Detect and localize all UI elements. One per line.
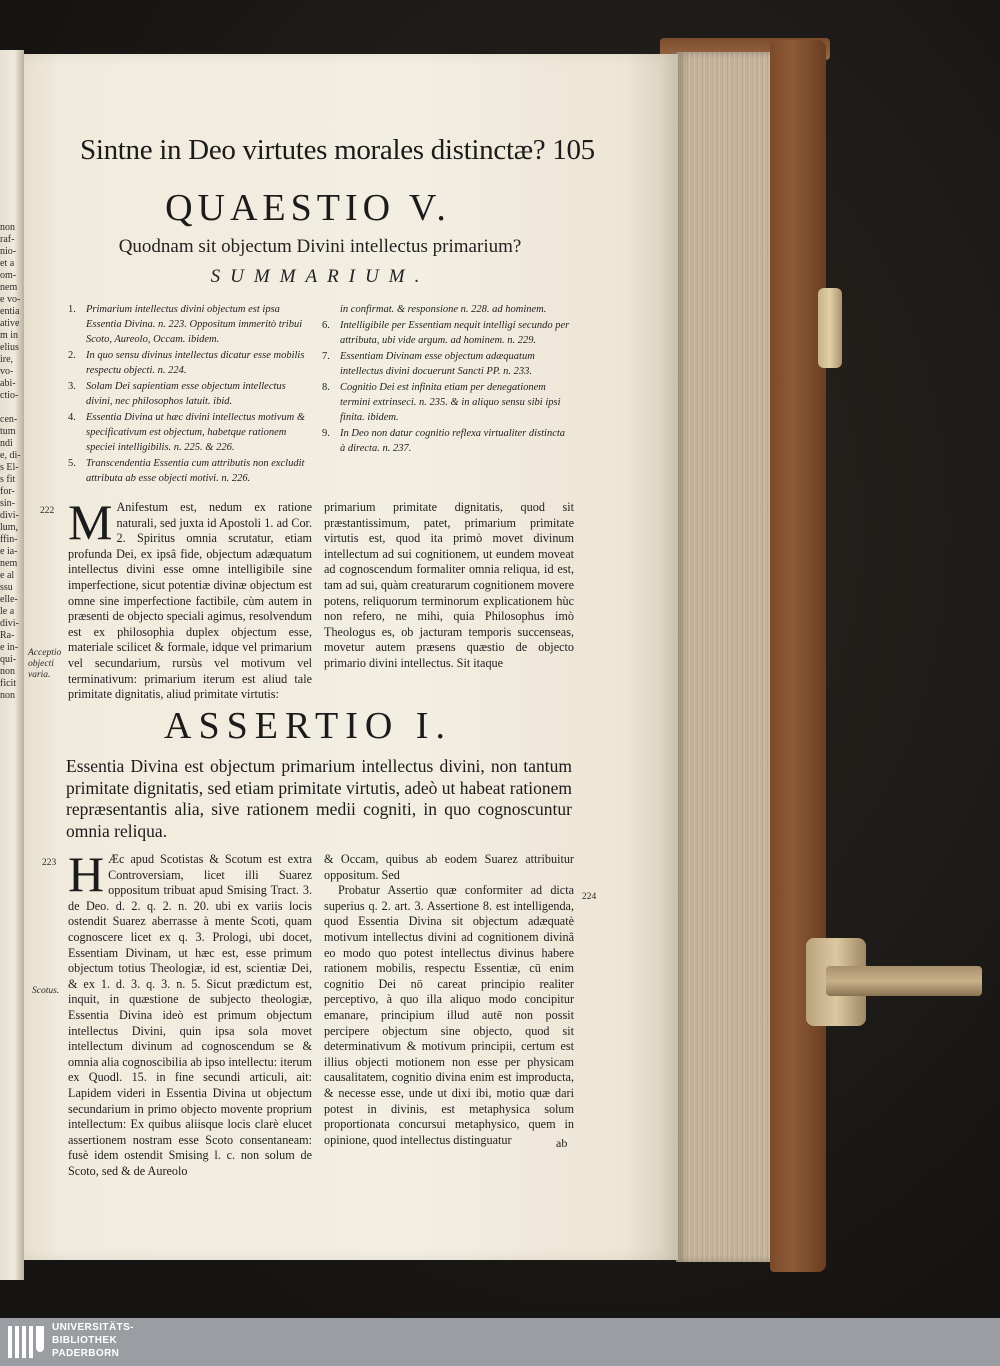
left-page-fragment: divi-	[0, 510, 19, 521]
summary-item-number: 5.	[68, 458, 76, 469]
left-page-fragment: abi-	[0, 378, 16, 389]
summary-item-text: Transcendentia Essentia cum attributis non excludit attributa ab esse objecti motivi. n. 226.	[86, 458, 305, 484]
left-page-fragment: s El-	[0, 462, 19, 473]
left-page-fragment: ire,	[0, 354, 14, 365]
left-page-fragment: elius	[0, 342, 19, 353]
drop-cap: H	[68, 846, 105, 902]
left-page-fragment	[0, 402, 24, 414]
book-fore-edge	[676, 52, 780, 1262]
footer-bar	[0, 1318, 1000, 1366]
paragraph-1-col-2: primarium primitate dignitatis, quod sit præstantissimum, patet, primarium primitate virtutis est, quod ita primò movet divinum intellectum ad sui cognitionem, ut eundem moveat ad cognoscendum formaliter omnia reliqua, id est, tam ad sui, quàm creaturarum cognitionem movere potens, reliquorum terminorum explicationem hùc non refero, ne mihi, quia Philosophus imò Theologus es, ob jacturam temporis succenseas, movetur autem præsens quæstio de objecto primario divini intellectus. Sit itaque	[324, 500, 574, 670]
left-page-fragment: le a	[0, 606, 15, 617]
summary-item-text: Essentia Divina ut hæc divini intellectus motivum & specificativum est objectum, habetque rationem speciei intelligibilis. n. 225. & 226.	[86, 412, 306, 453]
summary-item	[322, 380, 572, 425]
library-name-line-2: BIBLIOTHEK	[52, 1335, 118, 1346]
summary-item-number: 4.	[68, 412, 76, 423]
left-page-fragment: vo-	[0, 366, 14, 377]
left-page-fragment: non	[0, 666, 15, 677]
left-page-fragment: cen-	[0, 414, 18, 425]
left-page-fragment: nem	[0, 282, 18, 293]
summary-item-text: Solam Dei sapientiam esse objectum intellectus divini, nec philosophos latuit. ibid.	[86, 381, 286, 407]
left-page-fragment: sin-	[0, 498, 15, 509]
summary-item-text: In Deo non datur cognitio reflexa virtualiter distincta à directa. n. 237.	[340, 428, 566, 454]
assertion-text: Essentia Divina est objectum primarium intellectus divini, non tantum primitate dignitatis, sed etiam primitate virtutis, adeò ut habeat rationem repræsentantis alia, sive rationem medii cogniti, in quo cognoscuntur omnia reliqua.	[66, 756, 572, 841]
left-page-fragment: e, di-	[0, 450, 21, 461]
left-page-text-fragments	[0, 222, 24, 1122]
left-page-fragment: entia	[0, 306, 20, 317]
left-page-fragment: s fit	[0, 474, 16, 485]
left-page-fragment: lum,	[0, 522, 19, 533]
left-page-fragment: raf-	[0, 234, 15, 245]
library-logo-icon	[6, 1322, 46, 1362]
summary-item	[68, 379, 314, 409]
left-page-fragment: e in-	[0, 642, 19, 653]
left-page-fragment: ssu	[0, 582, 13, 593]
summary-item-number: 1.	[68, 304, 76, 315]
paragraph-text: & Occam, quibus ab eodem Suarez attribuitur oppositum. Sed	[324, 852, 574, 882]
summary-item-number: 9.	[322, 428, 330, 439]
left-page-fragment: ficit	[0, 678, 17, 689]
summary-item-number: 2.	[68, 350, 76, 361]
left-page-fragment: m in	[0, 330, 19, 341]
catchword: ab	[556, 1136, 568, 1150]
paragraph-2-col-2	[324, 852, 574, 1148]
summary-item	[322, 318, 572, 348]
left-page-fragment: nem	[0, 558, 18, 569]
left-page-fragment: e vo-	[0, 294, 21, 305]
assertion-title: ASSERTIO I.	[164, 705, 452, 747]
paragraph-2-col-1	[68, 846, 312, 1179]
summary-item	[322, 302, 572, 317]
paragraph-text: Probatur Assertio quæ conformiter ad dicta superius q. 2. art. 3. Assertione 8. est intelligenda, quod Essentia Divina sit objectum adæquatè motivum intellectus divini ad cognitionem divinâ eo modo quo potest intellectus divinus habere rationem mobilis, respectu Essentiæ, cū enim cognitio Dei nō careat principio realiter perceptivo, à quo illa aliquo modo concipitur emanare, principium illud autē non possit percipere objectum sine objecto, quod sit determinativum & motivum principii, certum est illius objecti motionem non esse per physicam causalitatem, cognitio divina enim est improducta, & necesse esse, unde ut dixi ibi, motio quæ dari potest in divinis, est metaphysica solum proportionata concursui metaphysico, quem in opinione, quod intellectus distinguatur	[324, 883, 574, 1147]
margin-note: Scotus.	[32, 986, 60, 996]
summary-item-number: 6.	[322, 320, 330, 331]
running-head: Sintne in Deo virtutes morales distinctæ? 105	[80, 134, 595, 166]
drop-cap: M	[68, 494, 113, 550]
left-page-fragment: qui-	[0, 654, 17, 665]
summary-item	[68, 348, 314, 378]
margin-number: 223	[42, 858, 57, 868]
left-page-fragment: ative	[0, 318, 20, 329]
summary-item-text: Intelligibile per Essentiam nequit intelligi secundo per attributa, ubi vide argum. ad hominem. n. 229.	[340, 320, 570, 346]
summary-item-number: 7.	[322, 351, 330, 362]
summary-item-number: 3.	[68, 381, 76, 392]
left-page-fragment: tum	[0, 426, 16, 437]
left-page-fragment: non	[0, 690, 15, 701]
summary-heading: SUMMARIUM.	[210, 266, 430, 287]
library-name	[52, 1321, 134, 1360]
summary-item	[322, 426, 572, 456]
paragraph-text: Anifestum est, nedum ex ratione naturali, sed juxta id Apostoli 1. ad Cor. 2. Spiritus omnia scrutatur, etiam profunda Dei, ex ipsâ fide, objectum adæquatum intellectus divini esse omne intelligibile sine imperfectione, sicut potentiæ divinæ objectum est omne sine imperfectione factibile, cùm autem in præsenti de objecto speciali agimus, resolvendum est ex philosophia duplex objectum esse, materiale scilicet & formale, idque vel primarium vel secundarium, rursùs vel motivum vel terminativum: primarium iterum est aliud tale primitate dignitatis, aliud primitate virtutis:	[68, 500, 312, 702]
summary-item	[68, 410, 314, 455]
summary-item-text: In quo sensu divinus intellectus dicatur esse mobilis respectu objecti. n. 224.	[86, 350, 305, 376]
margin-number: 222	[40, 506, 55, 516]
summary-item-text: Cognitio Dei est infinita etiam per denegationem termini extrinseci. n. 235. & in aliquo sensu sibi ipsi finita. ibidem.	[340, 382, 561, 423]
summary-item	[322, 349, 572, 379]
paragraph-1-col-1	[68, 494, 312, 703]
summary-item-number: 8.	[322, 382, 330, 393]
left-page-fragment: ndi	[0, 438, 13, 449]
left-page-fragment: nio-	[0, 246, 17, 257]
paragraph-text: Æc apud Scotistas & Scotum est extra Controversiam, licet illi Suarez oppositum tribuat apud Smising Tract. 3. de Deo. d. 2. q. 2. n. 20. ubi ex variis locis ostendit Suarez aberrasse à mente Scoti, quam cognoscere licet ex q. 3. Prologi, ubi docet, Essentiam Divinam, ut hæc est, esse primum objectum totius Theologiæ, id est, scientiæ Dei, & ex 1. d. 3. q. 3. n. 5. Sicut prædictum est, inquit, in quæstione de subjecto theologiæ, Essentia Divina ideò est primum objectum intellectus Divini, quin ipsa sola movet intellectum divinum ad cognoscendum se & omnia alia cognoscibilia ab ipso intellectu: iterum ex Quodl. 15. in fine secundi articuli, ait: Lapidem videri in Essentia Divina ut objectum secundarium in primo objecto movente proprium intellectum: Ex quibus aliisque locis clarè elucet assertionem nostram esse Scoto consentaneam: fusè idem ostendit Smising l. c. non solum de Scoto, sed & de Aureolo	[68, 852, 312, 1178]
margin-note: Acceptio objecti varia.	[28, 648, 62, 680]
left-page-fragment: e al	[0, 570, 15, 581]
question-subtitle: Quodnam sit objectum Divini intellectus primarium?	[118, 236, 522, 257]
left-page-fragment: Ra-	[0, 630, 15, 641]
right-margin-number: 224	[582, 892, 597, 902]
summary-right-column	[322, 302, 572, 457]
left-page-fragment: for-	[0, 486, 15, 497]
left-page-fragment: om-	[0, 270, 17, 281]
left-page-fragment: ffin-	[0, 534, 18, 545]
summary-item-text: Primarium intellectus divini objectum est ipsa Essentia Divina. n. 223. Oppositum immeritò tribui Scoto, Aureolo, Occam. ibidem.	[86, 304, 303, 345]
library-name-line-3: PADERBORN	[52, 1348, 120, 1359]
book-cover-spine	[770, 40, 826, 1272]
left-page-fragment: ctio-	[0, 390, 19, 401]
library-name-line-1: UNIVERSITÄTS-	[52, 1322, 134, 1333]
summary-item-text: in confirmat. & responsione n. 228. ad hominem.	[340, 304, 547, 315]
summary-item-text: Essentiam Divinam esse objectum adæquatum intellectus divini docuerunt Sancti PP. n. 233.	[340, 351, 535, 377]
left-page-fragment: divi-	[0, 618, 19, 629]
left-page-fragment: elle-	[0, 594, 18, 605]
summary-item	[68, 456, 314, 486]
left-page-fragment: e ia-	[0, 546, 18, 557]
summary-left-column	[68, 302, 314, 487]
summary-item	[68, 302, 314, 347]
left-facing-page	[0, 50, 24, 1280]
left-page-fragment: et a	[0, 258, 15, 269]
question-title: QUAESTIO V.	[165, 187, 451, 229]
left-page-fragment: non	[0, 222, 15, 233]
clasp-top	[818, 288, 842, 368]
clasp-bar	[826, 966, 982, 996]
